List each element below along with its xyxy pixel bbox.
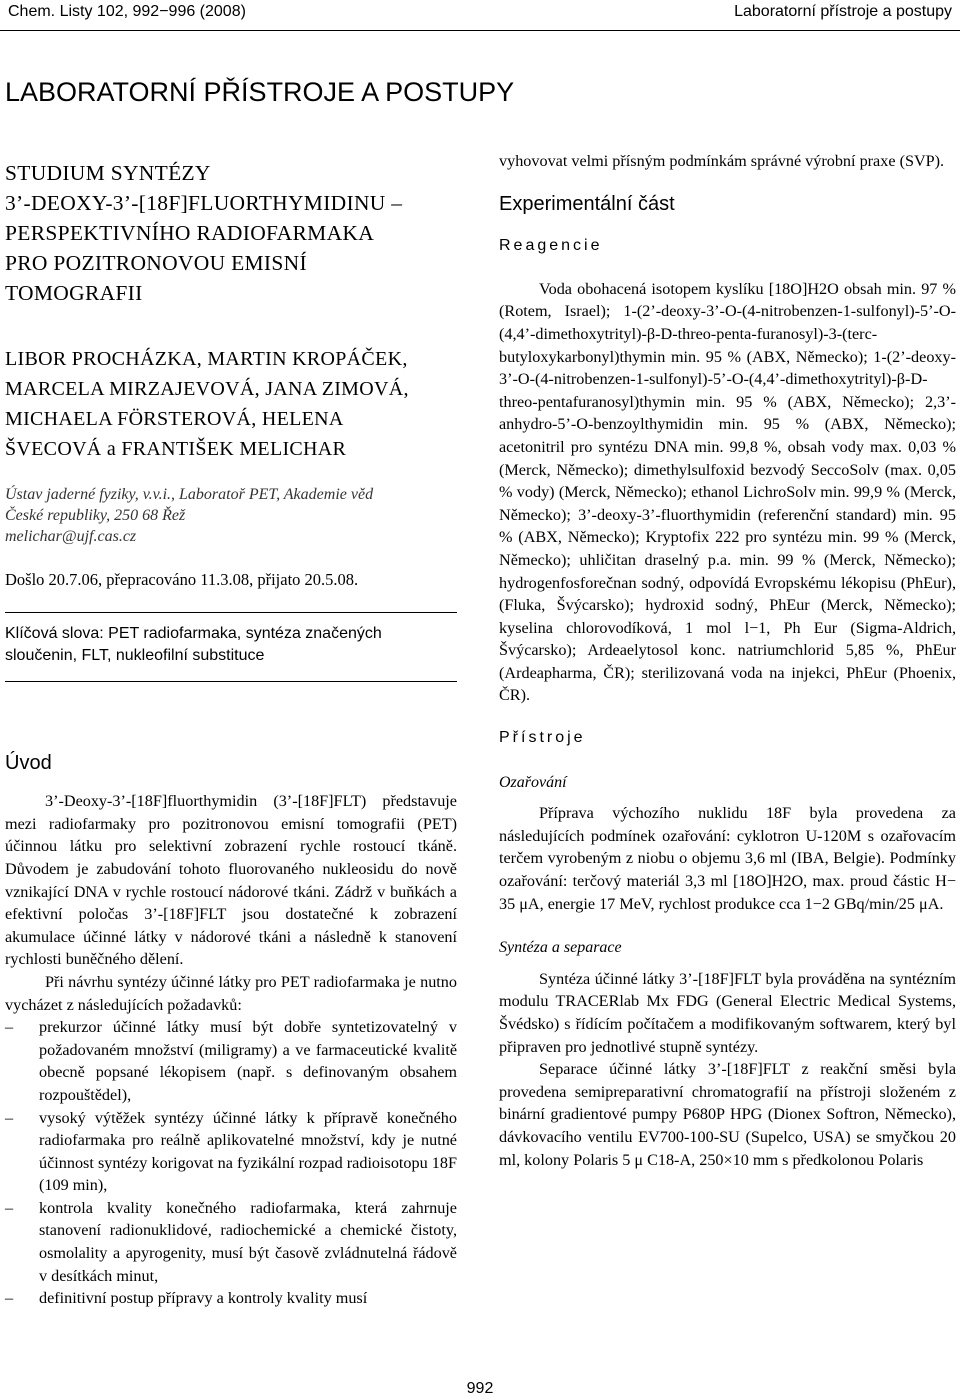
author-line: MARCELA MIRZAJEVOVÁ, JANA ZIMOVÁ, xyxy=(5,378,409,400)
synteza-heading: Syntéza a separace xyxy=(499,939,622,957)
keywords: Klíčová slova: PET radiofarmaka, syntéza značených sloučenin, FLT, nukleofilní substituce xyxy=(5,612,457,682)
title-line: TOMOGRAFII xyxy=(5,281,143,305)
requirement-item: – kontrola kvality konečného radiofarmaka, která zahrnuje stanovení radionuklidové, radiochemické a chemické čistoty, osmolality a apyrogenity, musí být časově zvládnutelná řádově v desítkách minut, xyxy=(5,1197,457,1287)
title-line: STUDIUM SYNTÉZY xyxy=(5,161,211,185)
requirement-item: – definitivní postup přípravy a kontroly kvality musí xyxy=(5,1287,457,1310)
reagencie-text: Voda obohacená isotopem kyslíku [18O]H2O obsah min. 97 % (Rotem, Israel); 1-(2’-deoxy-3’-O-(4-nitrobenzen-1-sulfonyl)-5’-O-(4,4’-dimethoxytrityl)-β-D-threo-penta-furanosyl)-3-(terc-butyloxykarbonyl)thymin min. 95 % (ABX, Německo); 1-(2’-deoxy-3’-O-(4-nitrobenzen-1-sulfonyl)-5’-O-(4,4’-dimethoxytrityl)-β-D-threo-pentafuranosyl)thymin min. 95 % (ABX, Německo); 2,3’-anhydro-5’-O-benzoylthymidin min. 95 % (ABX, Německo); acetonitril pro syntézu DNA min. 99,8 %, obsah vody max. 0,03 % (Merck, Německo); dimethylsulfoxid bezvodý SeccoSolv (max. 0,05 % vody) (Merck, Německo); ethanol LichroSolv min. 99,9 % (Merck, Německo); 3’-deoxy-3’-fluorthymidin (referenční standard) min. 95 % (ABX, Německo); Kryptofix 222 pro syntézu min. 99 % (Merck, Německo); uhličitan draselný p.a. min. 99 % (Merck, Německo); hydrogenfosforečnan sodný, odpovídá Evropskému lékopisu (PhEur), (Fluka, Švýcarsko); hydroxid sodný, PhEur (Merck, Německo); kyselina chlorovodíková, 1 mol l−1, Ph Eur (Sigma-Aldrich, Švýcarsko); Ardeaelytosol konc. natriumchlorid 5,85 %, PhEur (Ardeapharma, ČR); sterilizovaná voda na injekci, PhEur (Phoenix, ČR). xyxy=(499,279,956,705)
experimental-heading: Experimentální část xyxy=(499,192,675,215)
pristroje-heading: Přístroje xyxy=(499,729,586,747)
page-number: 992 xyxy=(466,1380,494,1397)
author-line: ŠVECOVÁ a FRANTIŠEK MELICHAR xyxy=(5,438,347,460)
right-column xyxy=(499,150,956,1171)
uvod-paragraph-2: Při návrhu syntézy účinné látky pro PET radiofarmaka je nutno vycházet z následujících požadavků: xyxy=(5,972,457,1014)
requirement-item: – vysoký výtěžek syntézy účinné látky k přípravě konečného radiofarmaka pro reálně aplikovatelné množství, kdy je nutné účinnost syntézy korigovat na fyzikální rozpad radioisotopu 18F (109 min), xyxy=(5,1107,457,1197)
running-header xyxy=(0,0,960,30)
journal-citation: Chem. Listy 102, 992−996 (2008) xyxy=(8,3,246,20)
continuation-text: vyhovovat velmi přísným podmínkám správné výrobní praxe (SVP). xyxy=(499,152,945,170)
synteza-paragraph-1: Syntéza účinné látky 3’-[18F]FLT byla prováděna na syntézním modulu TRACERlab Mx FDG (General Electric Medical Systems, Švédsko) s řídícím počítačem a modifikovaným softwarem, který byl připraven pro jednotlivé stupně syntézy. xyxy=(499,969,956,1056)
reagencie-heading: Reagencie xyxy=(499,237,603,255)
author-line: MICHAELA FÖRSTEROVÁ, HELENA xyxy=(5,408,344,430)
title-line: PRO POZITRONOVOU EMISNÍ xyxy=(5,251,307,275)
uvod-paragraph-1: 3’-Deoxy-3’-[18F]fluorthymidin (3’-[18F]FLT) představuje mezi radiofarmaky pro pozitronovou emisní tomografii (PET) účinnou látku pro selektivní zobrazení rychle rostoucí tkáně. Důvodem je zabudování tohoto fluorovaného nukleosidu do nově vznikající DNA v rychle rostoucí nádorové tkáni. Zádrž v buňkách a efektivní poločas 3’-[18F]FLT jsou dostatečné k zobrazení akumulace účinné látky v nádorové tkáni a následně k stanovení rychlosti buněčného dělení. xyxy=(5,792,457,969)
received-dates: Došlo 20.7.06, přepracováno 11.3.08, přijato 20.5.08. xyxy=(5,570,359,589)
article-title xyxy=(5,158,457,308)
left-column xyxy=(5,158,457,1310)
section-running-title: Laboratorní přístroje a postupy xyxy=(734,3,952,20)
title-line: 3’-DEOXY-3’-[18F]FLUORTHYMIDINU – xyxy=(5,191,403,215)
header-rule xyxy=(0,30,960,31)
affiliation-line: Ústav jaderné fyziky, v.v.i., Laboratoř PET, Akademie věd xyxy=(5,486,374,503)
ozarovani-heading: Ozařování xyxy=(499,773,567,791)
affiliation-line: České republiky, 250 68 Řež xyxy=(5,507,186,524)
synteza-paragraph-2: Separace účinné látky 3’-[18F]FLT z reakční směsi byla provedena semipreparativní chromatografií na přístroji složeném z binární gradientové pumpy P680P HPG (Dionex Softron, Německo), dávkovacího ventilu EV700-100-SU (Supelco, USA) se smyčkou 20 ml, kolony Polaris 5 μ C18-A, 250×10 mm s předkolonou Polaris xyxy=(499,1060,956,1169)
author-line: LIBOR PROCHÁZKA, MARTIN KROPÁČEK, xyxy=(5,348,408,370)
ozarovani-text: Příprava výchozího nuklidu 18F byla provedena za následujících podmínek ozařování: cyklotron U-120M s ozařovacím terčem vyrobeným z niobu o objemu 3,6 ml (IBA, Belgie). Podmínky ozařování: terčový materiál 3,3 ml [18O]H2O, max. proud částic H− 35 μA, energie 17 MeV, rychlost produkce cca 1−2 GBq/min/25 μA. xyxy=(499,804,956,913)
section-title: LABORATORNÍ PŘÍSTROJE A POSTUPY xyxy=(5,77,515,107)
requirement-item: – prekurzor účinné látky musí být dobře syntetizovatelný v požadovaném množství (miligramy) a ve farmaceutické kvalitě obecně popsané lékopisem (např. s definovaným obsahem rozpouštědel), xyxy=(5,1016,457,1106)
title-line: PERSPEKTIVNÍHO RADIOFARMAKA xyxy=(5,221,375,245)
uvod-heading: Úvod xyxy=(5,751,52,774)
authors xyxy=(5,344,457,464)
email-link[interactable]: melichar@ujf.cas.cz xyxy=(5,528,137,545)
affiliation xyxy=(5,484,457,547)
